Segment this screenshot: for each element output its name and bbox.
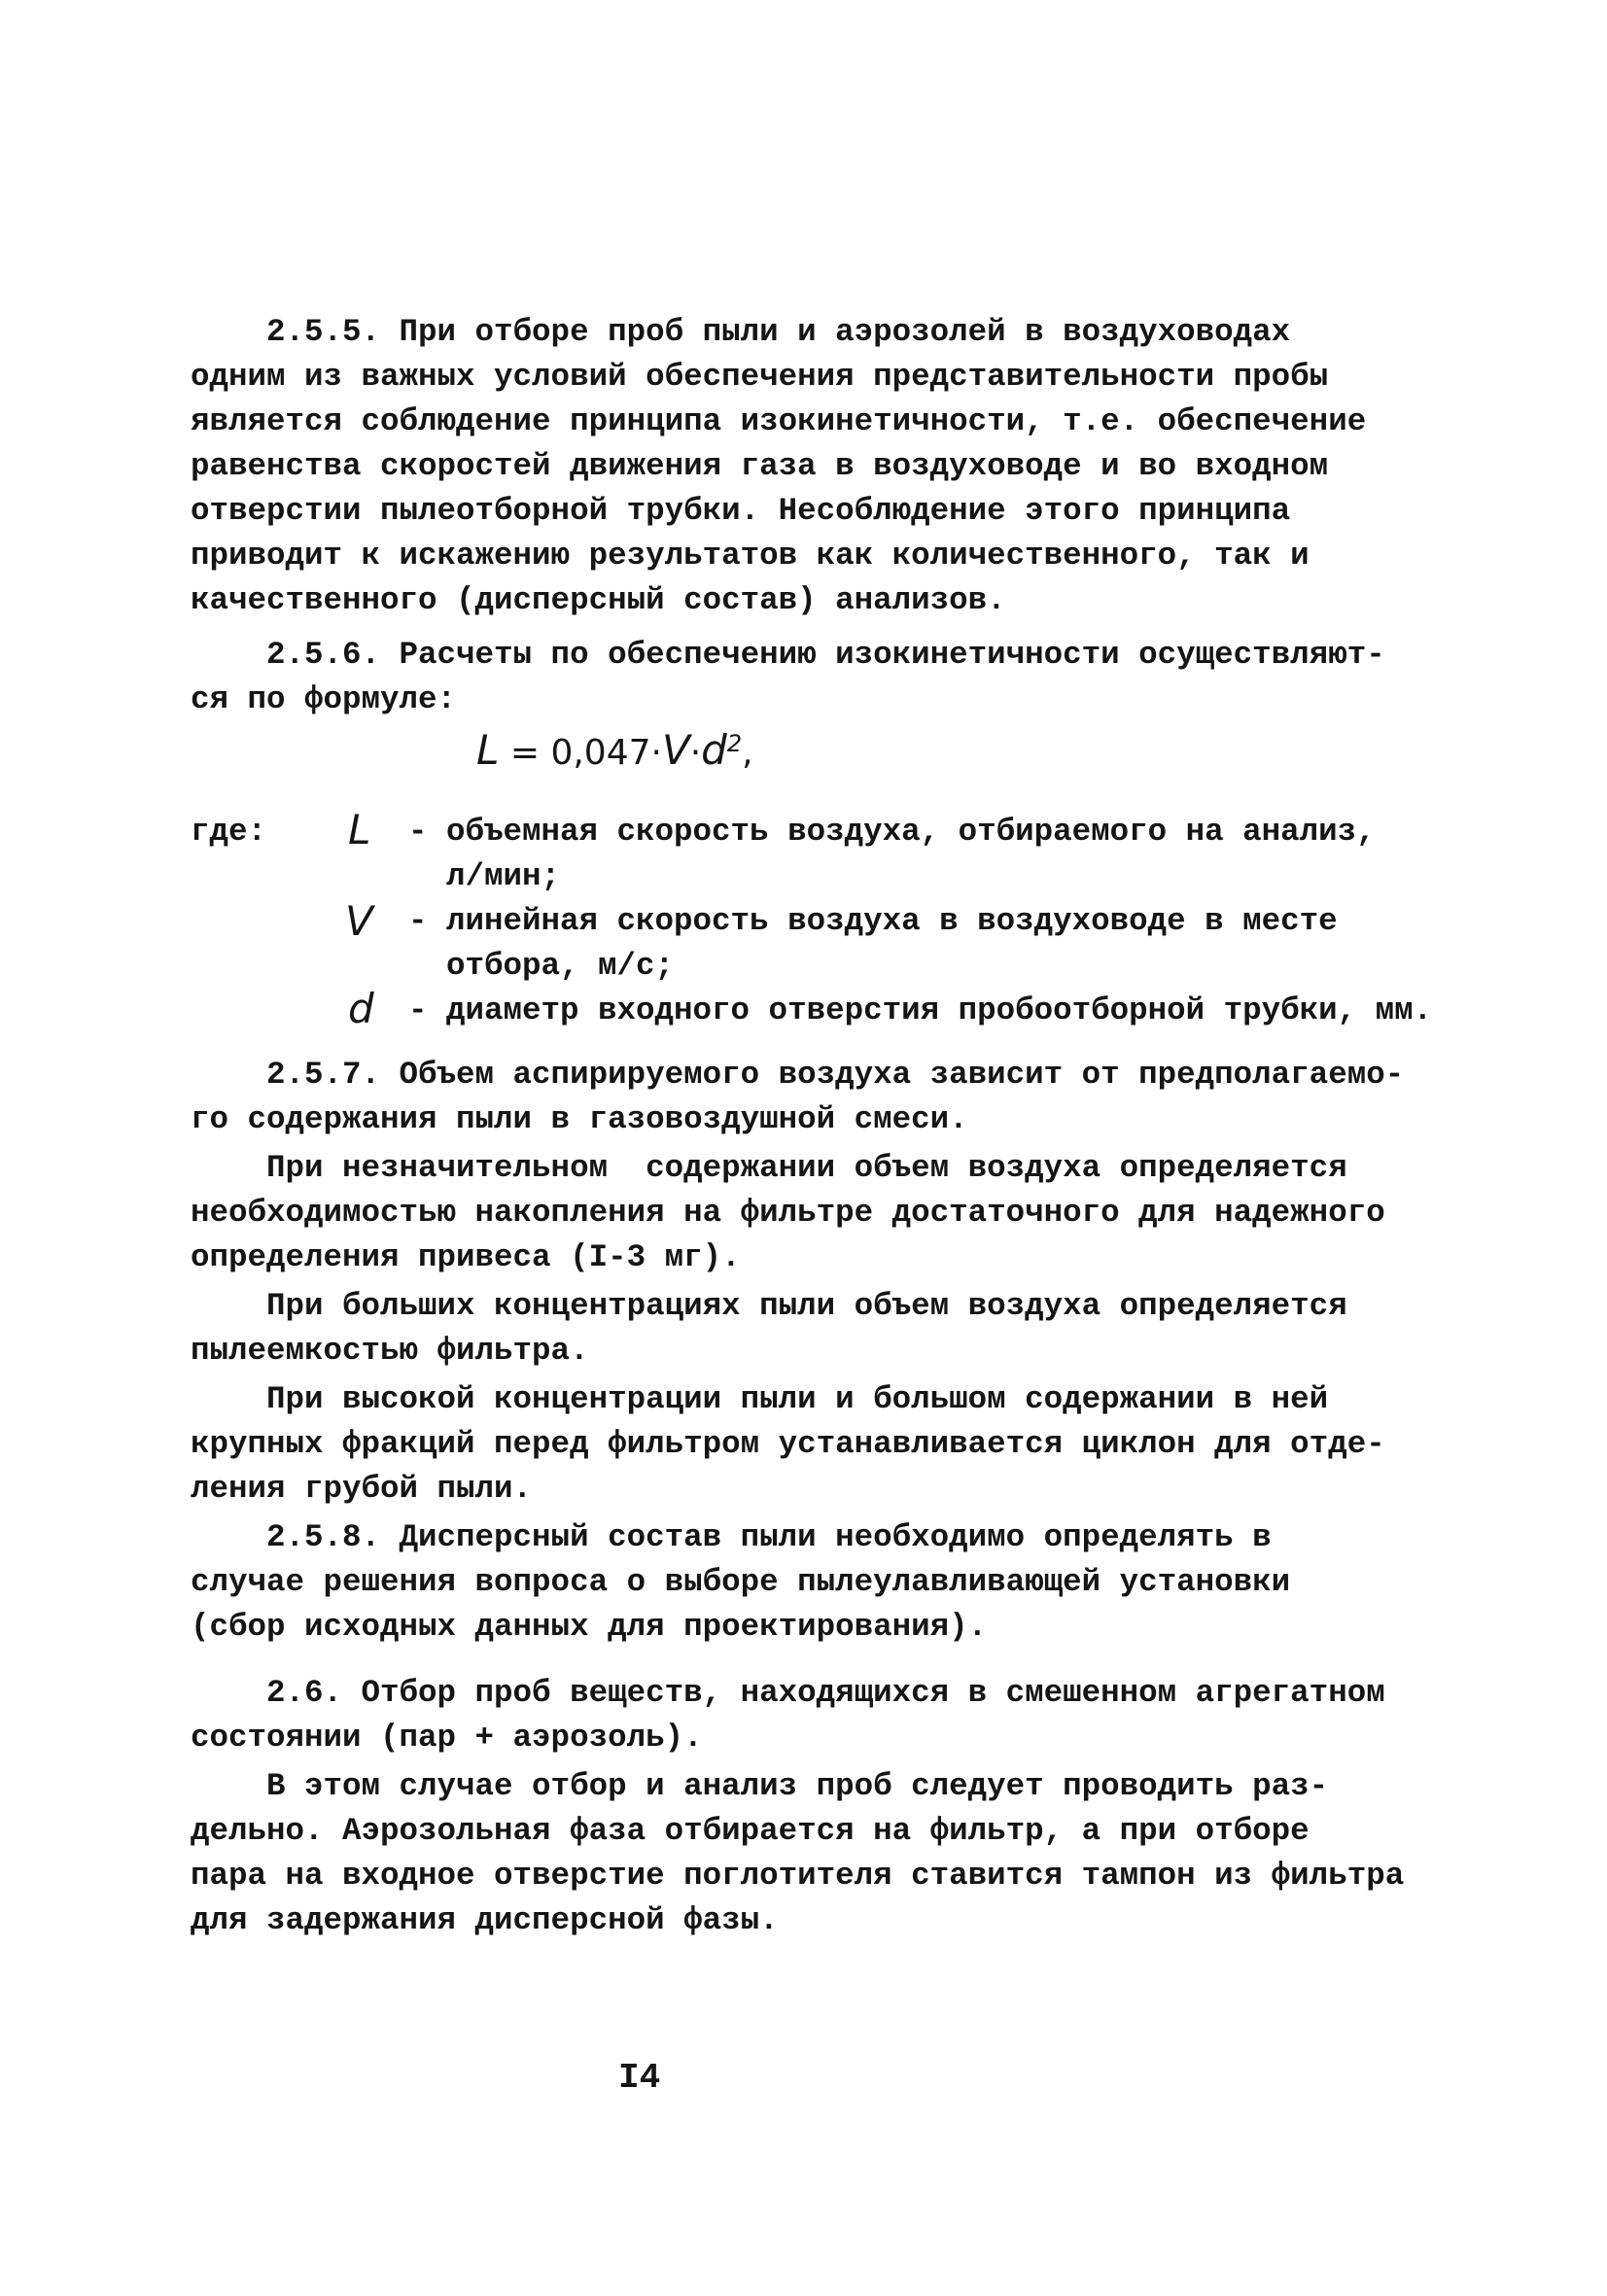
para-2-5-5-line-4: равенства скоростей движения газа в воздуховоде и во входном xyxy=(191,448,1329,484)
def-l-line-1: - объемная скорость воздуха, отбираемого на анализ, xyxy=(408,814,1376,850)
def-l-line-2: л/мин; xyxy=(408,858,561,894)
para-2-5-7-line-1: 2.5.7. Объем аспирируемого воздуха зависит от предполагаемо- xyxy=(191,1057,1405,1093)
para-2-5-6-line-2: ся по формуле: xyxy=(191,681,457,717)
para-small-content-line-1: При незначительном содержании объем воздуха определяется xyxy=(191,1150,1347,1186)
formula-comma: , xyxy=(742,733,753,773)
formula-l: L xyxy=(476,726,500,774)
para-separate-line-2: дельно. Аэрозольная фаза отбирается на фильтр, а при отборе xyxy=(191,1813,1310,1849)
formula-equals-coefficient: = 0,047· xyxy=(499,733,662,773)
formula-v: V xyxy=(661,726,690,774)
para-2-6-line-2: состоянии (пар + аэрозоль). xyxy=(191,1720,703,1756)
para-2-5-5-line-7: качественного (дисперсный состав) анализов. xyxy=(191,582,1006,618)
page-number: I4 xyxy=(618,2058,661,2098)
formula-dot: · xyxy=(689,733,702,773)
para-high-conc-line-2: крупных фракций перед фильтром устанавливается циклон для отде- xyxy=(191,1426,1385,1462)
para-2-5-5-line-2: одним из важных условий обеспечения представительности пробы xyxy=(191,359,1329,395)
formula-d: d xyxy=(701,726,727,774)
where-label: где: xyxy=(191,814,267,850)
def-symbol-d: d xyxy=(348,985,374,1032)
para-2-5-6-line-1: 2.5.6. Расчеты по обеспечению изокинетичности осуществляют- xyxy=(191,637,1385,673)
para-high-conc-line-3: ления грубой пыли. xyxy=(191,1471,533,1507)
para-2-5-8-line-3: (сбор исходных данных для проектирования). xyxy=(191,1609,988,1645)
para-2-5-7-line-2: го содержания пыли в газовоздушной смеси. xyxy=(191,1101,968,1137)
para-separate-line-1: В этом случае отбор и анализ проб следует проводить раз- xyxy=(191,1768,1329,1804)
para-2-5-8-line-1: 2.5.8. Дисперсный состав пыли необходимо определять в xyxy=(191,1519,1272,1555)
para-2-5-8-line-2: случае решения вопроса о выборе пылеулавливающей установки xyxy=(191,1564,1291,1600)
def-symbol-l: L xyxy=(348,806,371,853)
para-2-5-5-line-5: отверстии пылеотборной трубки. Несоблюдение этого принципа xyxy=(191,493,1291,529)
def-v-line-2: отбора, м/с; xyxy=(408,948,675,984)
para-small-content-line-3: определения привеса (I-3 мг). xyxy=(191,1239,741,1275)
para-separate-line-3: пара на входное отверстие поглотителя ставится тампон из фильтра xyxy=(191,1858,1405,1894)
para-2-5-5-line-6: приводит к искажению результатов как количественного, так и xyxy=(191,538,1310,574)
para-small-content-line-2: необходимостью накопления на фильтре достаточного для надежного xyxy=(191,1195,1385,1231)
formula-exponent: 2 xyxy=(726,730,743,757)
def-d-line-1: - диаметр входного отверстия пробоотборной трубки, мм. xyxy=(408,992,1433,1028)
para-2-5-5-line-1: 2.5.5. При отборе проб пыли и аэрозолей в воздуховодах xyxy=(191,314,1291,350)
formula xyxy=(476,719,753,778)
para-high-conc-line-1: При высокой концентрации пыли и большом содержании в ней xyxy=(191,1381,1329,1417)
def-v-line-1: - линейная скорость воздуха в воздуховоде в месте xyxy=(408,903,1338,939)
para-2-6-line-1: 2.6. Отбор проб веществ, находящихся в смешенном агрегатном xyxy=(191,1675,1385,1711)
para-separate-line-4: для задержания дисперсной фазы. xyxy=(191,1902,779,1938)
para-large-conc-line-1: При больших концентрациях пыли объем воздуха определяется xyxy=(191,1288,1347,1324)
def-symbol-v: V xyxy=(345,897,373,945)
para-large-conc-line-2: пылеемкостью фильтра. xyxy=(191,1333,589,1369)
para-2-5-5-line-3: является соблюдение принципа изокинетичности, т.е. обеспечение xyxy=(191,403,1367,439)
